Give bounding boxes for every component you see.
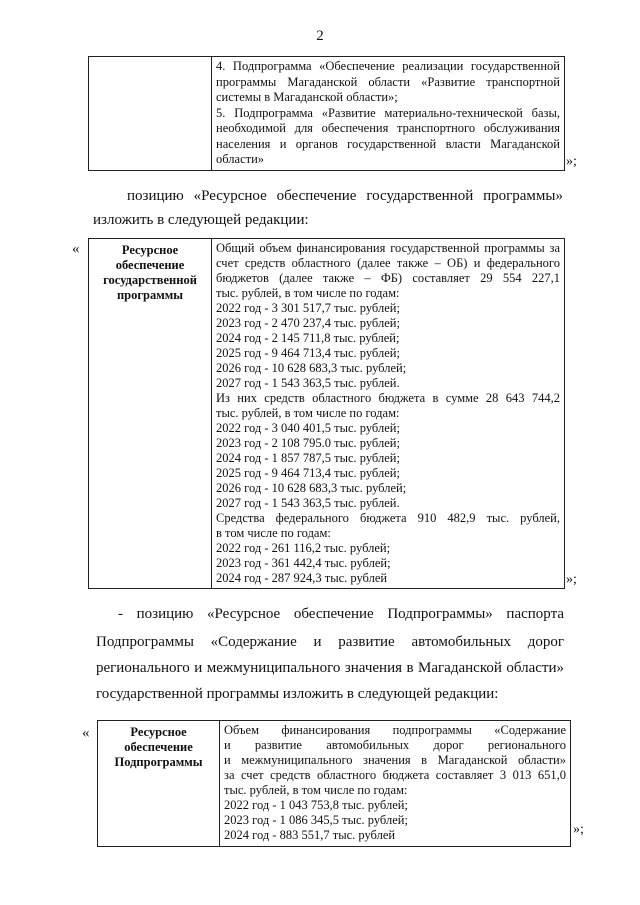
table3-label-line: Ресурсное <box>130 725 187 739</box>
table2-line: 2025 год - 9 464 713,4 тыс. рублей; <box>216 466 400 480</box>
table3-text-cell <box>220 721 571 847</box>
table2-line: Средства федерального бюджета 910 482,9 тыс. рублей, <box>216 511 560 525</box>
table3-line: и межмуниципального значения в Магаданской области» <box>224 753 566 767</box>
table2-line: 2022 год - 3 301 517,7 тыс. рублей; <box>216 301 400 315</box>
table2-label-line: государственной <box>103 273 197 287</box>
table3-line: 2024 год - 883 551,7 тыс. рублей <box>224 828 396 842</box>
table3-label-line: обеспечение <box>124 740 193 754</box>
table3-end-mark: »; <box>573 822 584 837</box>
paragraph1-line1: позицию «Ресурсное обеспечение государственной программы» <box>127 188 563 204</box>
paragraph1-line2: изложить в следующей редакции: <box>93 212 309 228</box>
table2-line: бюджетов (далее также – ФБ) составляет 29 554 227,1 <box>216 271 560 285</box>
table1-line: 4. Подпрограмма «Обеспечение реализации государственной <box>216 59 560 73</box>
table3-label-cell <box>98 721 220 847</box>
table1-empty-cell <box>89 57 212 171</box>
table2-label-cell <box>89 239 212 589</box>
table2-line: 2023 год - 2 470 237,4 тыс. рублей; <box>216 316 400 330</box>
table3-line: тыс. рублей, в том числе по годам: <box>224 783 408 797</box>
subprograms-table <box>88 56 565 171</box>
page-number: 2 <box>316 28 324 44</box>
table2-line: 2023 год - 361 442,4 тыс. рублей; <box>216 556 391 570</box>
table2-line: счет средств областного (далее также – ОБ) и федерального <box>216 256 560 270</box>
table1-text-cell <box>212 57 565 171</box>
table2-line: 2022 год - 3 040 401,5 тыс. рублей; <box>216 421 400 435</box>
table2-line: 2024 год - 287 924,3 тыс. рублей <box>216 571 388 585</box>
table2-line: 2027 год - 1 543 363,5 тыс. рублей. <box>216 376 400 390</box>
program-resources-table <box>88 238 565 589</box>
table3-line: 2023 год - 1 086 345,5 тыс. рублей; <box>224 813 408 827</box>
table3-open-quote: « <box>82 725 90 741</box>
table2-line: в том числе по годам: <box>216 526 331 540</box>
table1-line: необходимой для обеспечения транспортного обслуживания <box>216 121 560 135</box>
table2-line: 2024 год - 2 145 711,8 тыс. рублей; <box>216 331 400 345</box>
table2-line: 2024 год - 1 857 787,5 тыс. рублей; <box>216 451 400 465</box>
table1-line: населения и органов государственной власти Магаданской <box>216 136 560 151</box>
table2-line: 2026 год - 10 628 683,3 тыс. рублей; <box>216 481 407 495</box>
table3-line: Объем финансирования подпрограммы «Содержание <box>224 723 566 737</box>
table2-line: Общий объем финансирования государственной программы за <box>216 241 560 255</box>
table3-line: за счет средств областного бюджета составляет 3 013 651,0 <box>224 768 566 782</box>
table2-open-quote: « <box>72 241 80 257</box>
table1-line: системы в Магаданской области»; <box>216 90 398 104</box>
table2-line: 2025 год - 9 464 713,4 тыс. рублей; <box>216 346 400 360</box>
table3-line: и развитие автомобильных дорог регионального <box>224 738 566 752</box>
table2-end-mark: »; <box>566 572 577 587</box>
table2-label-line: Ресурсное <box>121 243 179 257</box>
table2-line: 2023 год - 2 108 795.0 тыс. рублей; <box>216 436 400 450</box>
table2-line: 2022 год - 261 116,2 тыс. рублей; <box>216 541 391 555</box>
paragraph2-line4: государственной программы изложить в следующей редакции: <box>96 686 499 702</box>
table2-line: 2026 год - 10 628 683,3 тыс. рублей; <box>216 361 407 375</box>
paragraph2-line3: регионального и межмуниципального значения в Магаданской области» <box>96 660 564 676</box>
table2-line: тыс. рублей, в том числе по годам: <box>216 286 400 300</box>
paragraph2-line2: Подпрограммы «Содержание и развитие автомобильных дорог <box>96 634 564 650</box>
table1-line: программы Магаданской области «Развитие транспортной <box>216 74 560 89</box>
table1-line: области» <box>216 152 265 166</box>
table2-label-line: обеспечение <box>115 258 185 272</box>
table3-line: 2022 год - 1 043 753,8 тыс. рублей; <box>224 798 408 812</box>
table3-label-line: Подпрограммы <box>114 755 203 769</box>
table2-text-cell <box>212 239 565 589</box>
subprogram-resources-table <box>97 720 571 847</box>
table2-line: 2027 год - 1 543 363,5 тыс. рублей. <box>216 496 400 510</box>
table1-line: 5. Подпрограмма «Развитие материально-технической базы, <box>216 105 560 120</box>
paragraph2-line1: - позицию «Ресурсное обеспечение Подпрограммы» паспорта <box>118 606 564 622</box>
table2-line: Из них средств областного бюджета в сумме 28 643 744,2 <box>216 391 560 405</box>
table2-label-line: программы <box>116 288 184 302</box>
table2-line: тыс. рублей, в том числе по годам: <box>216 406 400 420</box>
table1-end-mark: »; <box>566 154 577 169</box>
